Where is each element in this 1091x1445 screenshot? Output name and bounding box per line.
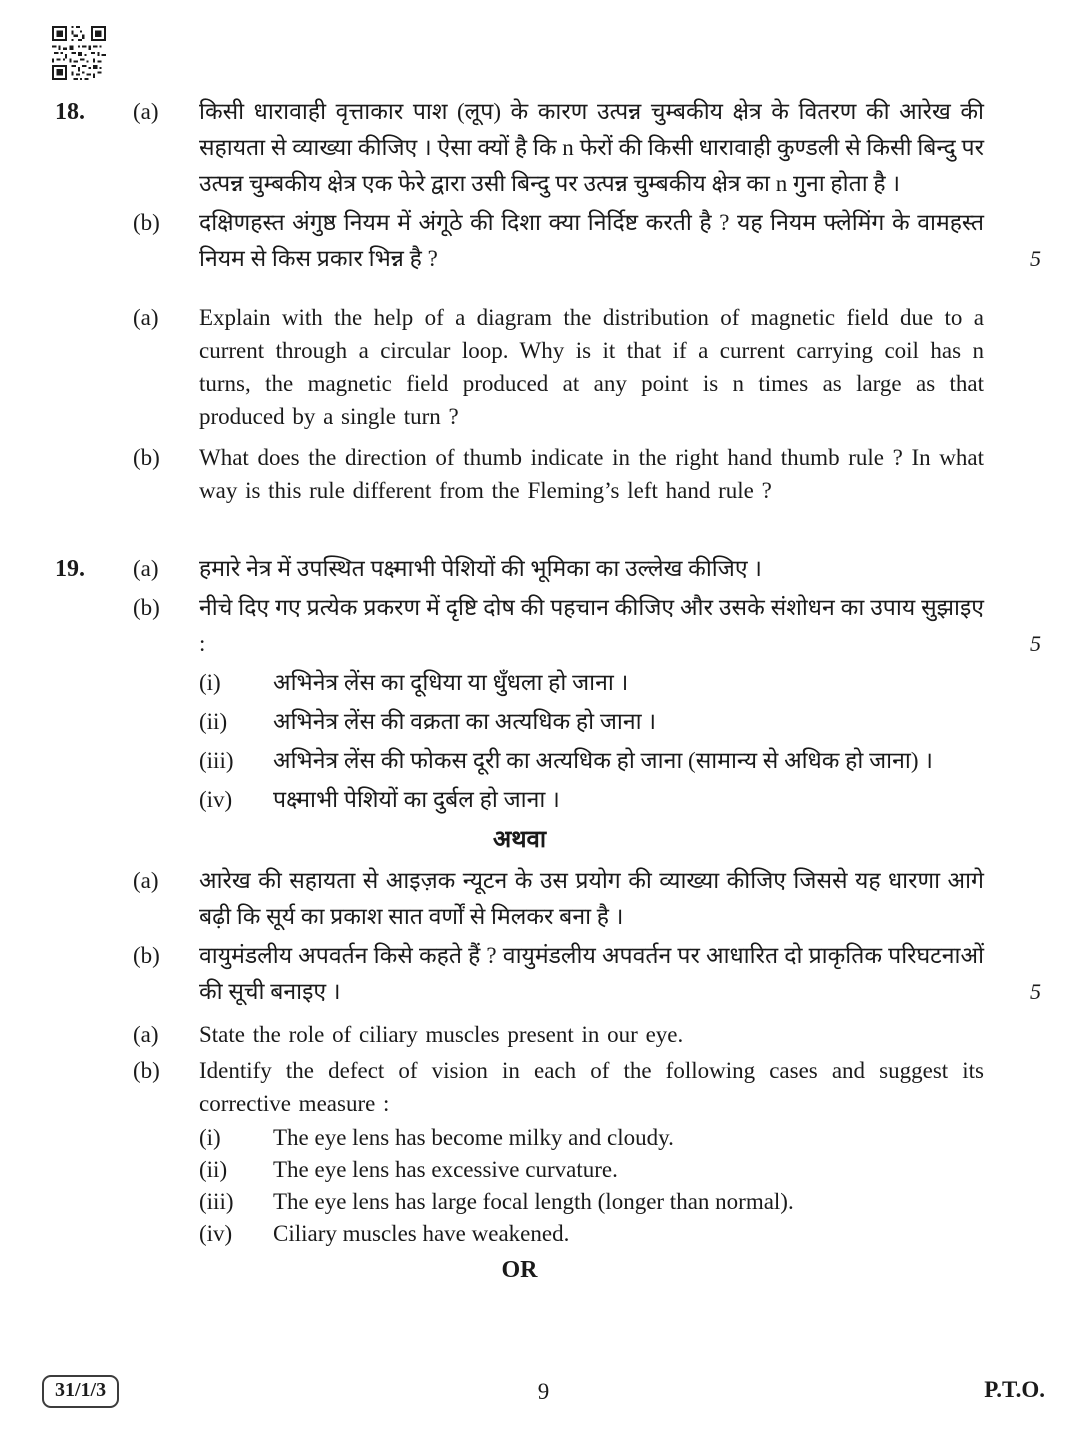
spacer [984,1219,1045,1248]
item-label: (ii) [199,1157,228,1182]
spacer [55,1187,133,1216]
question-part [55,1018,1045,1051]
part-label: (b) [133,595,160,620]
spacer [133,1123,199,1152]
marks-value: 5 [1030,246,1041,271]
item-text-english: The eye lens has become milky and cloudy. [273,1125,674,1150]
item-text-english: The eye lens has excessive curvature. [273,1157,618,1182]
question-part [55,938,1045,1010]
spacer [984,743,1045,779]
part-label: (b) [133,1058,160,1083]
spacer [55,1054,133,1120]
part-text-hindi: किसी धारावाही वृत्ताकार पाश (लूप) के कारण उत्पन्न चुम्बकीय क्षेत्र के वितरण की आरेख की सहायता से व्याख्या कीजिए । ऐसा क्यों है कि n फेरों की किसी धारावाही कुण्डली से किसी बिन्दु पर उत्पन्न चुम्बकीय क्षेत्र एक फेरे द्वारा उसी बिन्दु पर उत्पन्न चुम्बकीय क्षेत्र का n गुना होता है । [199,99,984,196]
item-text-hindi: अभिनेत्र लेंस की फोकस दूरी का अत्यधिक हो जाना (सामान्य से अधिक हो जाना) । [273,748,933,773]
athva-separator: अथवा [492,827,547,853]
spacer [55,205,133,277]
item-label: (ii) [199,709,228,734]
sub-item [55,665,1045,701]
part-text-english: Identify the defect of vision in each of the following cases and suggest its corrective measure : [199,1058,984,1116]
spacer [133,704,199,740]
item-label: (iii) [199,1189,234,1214]
marks-value: 5 [1030,631,1041,656]
spacer [55,441,133,507]
item-label: (i) [199,670,221,695]
spacer [133,1155,199,1184]
paper-code: 31/1/3 [42,1375,119,1408]
item-text-english: Ciliary muscles have weakened. [273,1221,570,1246]
item-text-hindi: अभिनेत्र लेंस की वक्रता का अत्यधिक हो जाना । [273,709,657,734]
part-label: (b) [133,943,160,968]
part-text-english: State the role of ciliary muscles present in our eye. [199,1022,684,1047]
sub-item [55,1187,1045,1216]
or-separator: OR [501,1257,538,1283]
questions-area [55,94,1045,1293]
item-text-english: The eye lens has large focal length (longer than normal). [273,1189,794,1214]
question-part [55,94,1045,202]
part-label: (b) [133,210,160,235]
spacer [55,301,133,433]
spacer [55,704,133,740]
item-label: (iii) [199,748,234,773]
spacer [133,1187,199,1216]
pto-label: P.T.O. [984,1377,1045,1402]
sub-item [55,704,1045,740]
item-label: (i) [199,1125,221,1150]
part-label: (b) [133,445,160,470]
part-text-hindi: नीचे दिए गए प्रत्येक प्रकरण में दृष्टि दोष की पहचान कीजिए और उसके संशोधन का उपाय सुझाइए : [199,595,984,656]
spacer [55,665,133,701]
part-text-english: What does the direction of thumb indicate in the right hand thumb rule ? In what way is this rule different from the Fleming’s left hand rule ? [199,445,984,503]
question-19 [55,551,1045,1285]
spacer [984,1187,1045,1216]
item-label: (iv) [199,1221,233,1246]
item-text-hindi: अभिनेत्र लेंस का दूधिया या धुँधला हो जाना । [273,670,629,695]
sub-item [55,782,1045,818]
spacer [984,782,1045,818]
spacer [984,1123,1045,1152]
part-text-hindi: आरेख की सहायता से आइज़क न्यूटन के उस प्रयोग की व्याख्या कीजिए जिससे यह धारणा आगे बढ़ी कि सूर्य का प्रकाश सात वर्णों से मिलकर बना है । [199,868,984,929]
part-label: (a) [133,305,159,330]
item-label: (iv) [199,787,233,812]
item-text-hindi: पक्ष्माभी पेशियों का दुर्बल हो जाना । [273,787,560,812]
question-part [55,863,1045,935]
spacer [984,665,1045,701]
question-part [55,205,1045,277]
sub-item [55,743,1045,779]
part-text-hindi: वायुमंडलीय अपवर्तन किसे कहते हैं ? वायुमंडलीय अपवर्तन पर आधारित दो प्राकृतिक परिघटनाओं की सूची बनाइए । [199,943,984,1004]
spacer [984,1155,1045,1184]
spacer [133,743,199,779]
spacer [984,704,1045,740]
part-text-hindi: दक्षिणहस्त अंगुष्ठ नियम में अंगूठे की दिशा क्या निर्दिष्ट करती है ? यह नियम फ्लेमिंग के वामहस्त नियम से किस प्रकार भिन्न है ? [199,210,984,271]
question-number: 19. [55,556,85,582]
question-number: 18. [55,99,85,125]
spacer [55,1018,133,1051]
spacer [55,1123,133,1152]
marks-value: 5 [1030,979,1041,1004]
page-footer [42,1373,1045,1415]
part-label: (a) [133,1022,159,1047]
spacer [55,863,133,935]
part-text-english: Explain with the help of a diagram the distribution of magnetic field due to a current through a circular loop. Why is it that if a current carrying coil has n turns, the magnetic field produced at any point is n times as large as that produced by a single turn ? [199,305,984,429]
sub-item [55,1155,1045,1184]
spacer [55,938,133,1010]
question-18 [55,94,1045,507]
spacer [55,590,133,662]
spacer [133,665,199,701]
part-text-hindi: हमारे नेत्र में उपस्थित पक्ष्माभी पेशियों की भूमिका का उल्लेख कीजिए । [199,556,763,581]
question-part [55,590,1045,662]
sub-item [55,1219,1045,1248]
spacer [55,782,133,818]
sub-item [55,1123,1045,1152]
spacer [133,1219,199,1248]
part-label: (a) [133,556,159,581]
spacer [55,743,133,779]
part-label: (a) [133,99,159,124]
question-part [55,301,1045,433]
question-part [55,1054,1045,1120]
question-part [55,441,1045,507]
page-number: 9 [537,1379,550,1404]
part-label: (a) [133,868,159,893]
spacer [55,1155,133,1184]
question-part [55,551,1045,587]
qr-code-icon [52,26,106,80]
spacer [55,1219,133,1248]
spacer [133,782,199,818]
